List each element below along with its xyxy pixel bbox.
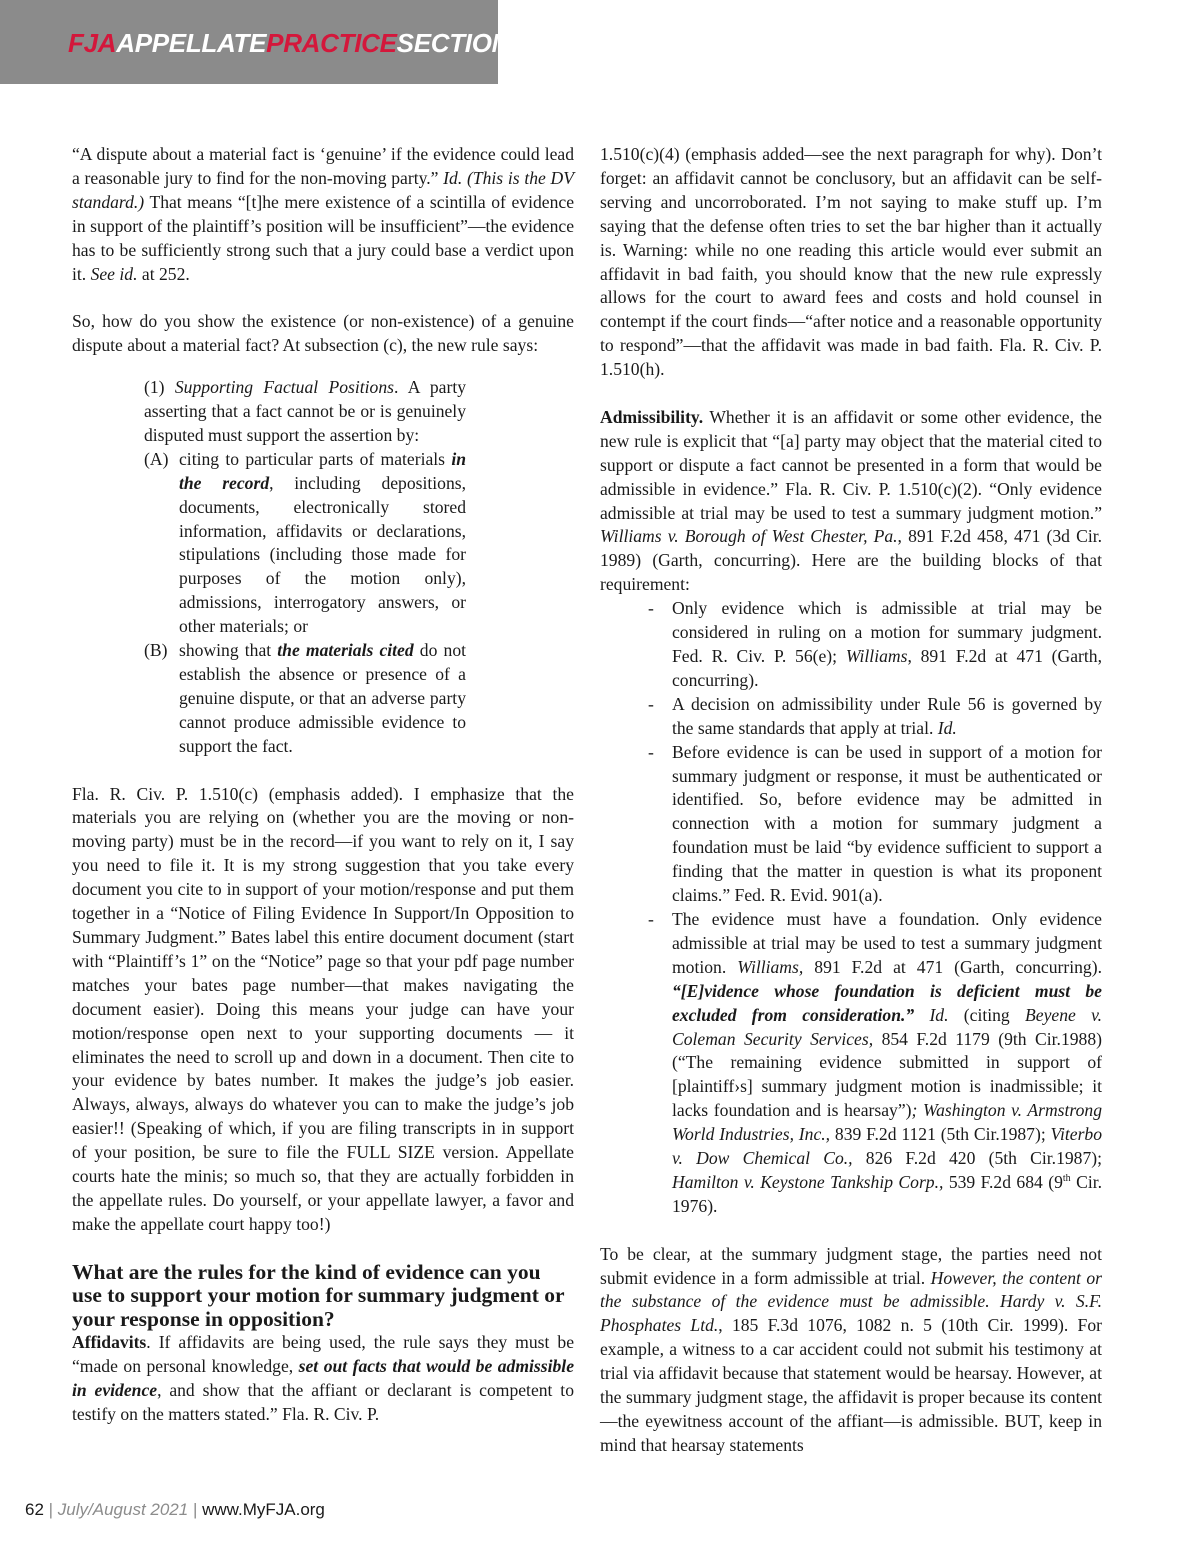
right-column: [600, 143, 1102, 1458]
paragraph-affidavit-warning: 1.510(c)(4) (emphasis added—see the next paragraph for why). Don’t forget: an affidavit cannot be conclusory, but an affidavit can be self-serving and uncorroborated. I’m not saying to make stuff up. I’m saying that the defense often tries to set the bar higher than it actually is. Warning: while no one reading this article would ever submit an affidavit in bad faith, you should know that the new rule expressly allows for the court to award fees and costs and hold counsel in contempt if the court finds—“after notice and a reasonable opportunity to respond”—that the affidavit was made in bad faith. Fla. R. Civ. P. 1.510(h).: [600, 144, 1102, 380]
title-section: SECTION: [396, 28, 511, 58]
paragraph-genuine-dispute: “A dispute about a material fact is ‘genuine’ if the evidence could lead a reasonable jury to find for the non-moving party.” Id. (This is the DV standard.) That means “[t]he mere existence of a scintilla of evidence in support of the plaintiff’s position will be insufficient”—the evidence has to be sufficiently strong such that a jury could base a verdict upon it. See id. at 252.: [72, 144, 574, 284]
paragraph-file-the-record: Fla. R. Civ. P. 1.510(c) (emphasis added). I emphasize that the materials you are relying on (whether you are the moving or non-moving party) must be in the record—if you want to rely on it, I say you need to file it. It is my strong suggestion that you take every document you cite to in support of your motion/response and put them together in a “Notice of Filing Evidence In Support/In Opposition to Summary Judgment.” Bates label this entire document document (start with “Plaintiff’s 1” on the “Notice” page so that your pdf page number matches your bates page number—that makes navigating the document easier). Doing this means your judge can have your motion/response open next to your supporting documents — it eliminates the need to scroll up and down in a document. Then cite to your evidence by bates number. It makes the judge’s job easier. Always, always, always do whatever you can to make the judge’s job easier!! (Speaking of which, if you are filing transcripts in in support of your position, be sure to file the FULL SIZE version. Appellate courts hate the minis; so much so, that they are actually forbidden in the appellate rules. Do yourself, or your appellate lawyer, a favor and make the appellate court happy too!): [72, 783, 574, 1234]
title-appellate: APPELLATE: [116, 28, 267, 58]
list-item: - A decision on admissibility under Rule 56 is governed by the same standards that apply at trial. Id.: [648, 693, 1102, 738]
section-title: [68, 28, 510, 59]
section-heading-evidence-rules: What are the rules for the kind of evidence can you use to support your motion for summary judgment or your response in opposition?: [72, 1259, 565, 1331]
list-item: - Only evidence which is admissible at trial may be considered in ruling on a motion for summary judgment. Fed. R. Civ. P. 56(e); Williams, 891 F.2d at 471 (Garth, concurring).: [648, 598, 1102, 690]
paragraph-affidavits: Affidavits. If affidavits are being used, the rule says they must be “made on personal knowledge, set out facts that would be admissible in evidence, and show that the affiant or declarant is competent to testify on the matters stated.” Fla. R. Civ. P.: [72, 1332, 575, 1424]
rule-item-a: (A) citing to particular parts of materials in the record, including depositions, documents, electronically stored information, affidavits or declarations, stipulations (including those made for purposes of the motion only), admissions, interrogatory answers, or other materials; or: [144, 448, 466, 637]
rule-intro: (1) Supporting Factual Positions. A party asserting that a fact cannot be or is genuinely disputed must support the assertion by:: [144, 377, 467, 445]
title-practice: PRACTICE: [266, 28, 397, 58]
paragraph-to-be-clear: To be clear, at the summary judgment stage, the parties need not submit evidence in a form admissible at trial. However, the content or the substance of the evidence must be admissible. Hardy v. S.F. Phosphates Ltd., 185 F.3d 1076, 1082 n. 5 (10th Cir. 1999). For example, a witness to a car accident could not submit his testimony at trial via affidavit because that statement would be hearsay. However, at the summary judgment stage, the affidavit is proper because its content—the eyewitness account of the affiant—is admissible. BUT, keep in mind that hearsay statements: [600, 1243, 1103, 1455]
rule-item-b: (B) showing that the materials cited do not establish the absence or presence of a genuine dispute, or that an adverse party cannot produce admissible evidence to support the fact.: [144, 640, 467, 756]
list-item: - Before evidence is can be used in support of a motion for summary judgment or response, it must be authenticated or identified. So, before evidence may be admitted in connection with a motion for summary judgment a foundation must be laid “by evidence sufficient to support a finding that the matter in question is what its proponent claims.” Fed. R. Evid. 901(a).: [648, 741, 1102, 906]
left-column: [72, 143, 574, 1427]
building-blocks-list: [648, 597, 1102, 1219]
page-number: 62: [25, 1500, 44, 1519]
page-footer: 62 | July/August 2021 | www.MyFJA.org: [25, 1500, 325, 1519]
section-banner: [0, 0, 511, 84]
list-item: - The evidence must have a foundation. Only evidence admissible at trial may be used to test a summary judgment motion. Williams, 891 F.2d at 471 (Garth, concurring). “[E]vidence whose foundation is deficient must be excluded from consideration.” Id. (citing Beyene v. Coleman Security Services, 854 F.2d 1179 (9th Cir.1988) (“The remaining evidence submitted in support of [plaintiff›s] summary judgment motion is inadmissible; it lacks foundation and is hearsay”); Washington v. Armstrong World Industries, Inc., 839 F.2d 1121 (5th Cir.1987); Viterbo v. Dow Chemical Co., 826 F.2d 420 (5th Cir.1987); Hamilton v. Keystone Tankship Corp., 539 F.2d 684 (9th Cir. 1976).: [648, 908, 1103, 1216]
paragraph-admissibility: Admissibility. Whether it is an affidavit or some other evidence, the new rule is explicit that “[a] party may object that the material cited to support or dispute a fact cannot be presented in a form that would be admissible in evidence.” Fla. R. Civ. P. 1.510(c)(2). “Only evidence admissible at trial may be used to test a summary judgment motion.” Williams v. Borough of West Chester, Pa., 891 F.2d 458, 471 (3d Cir. 1989) (Garth, concurring). Here are the building blocks of that requirement:: [600, 406, 1102, 595]
rule-block-quote: [144, 376, 466, 759]
website-link[interactable]: www.MyFJA.org: [202, 1500, 325, 1519]
title-fja: FJA: [68, 28, 117, 58]
paragraph-how-to-show: So, how do you show the existence (or non-existence) of a genuine dispute about a material fact? At subsection (c), the new rule says:: [72, 311, 574, 356]
issue-date: July/August 2021: [57, 1500, 189, 1519]
